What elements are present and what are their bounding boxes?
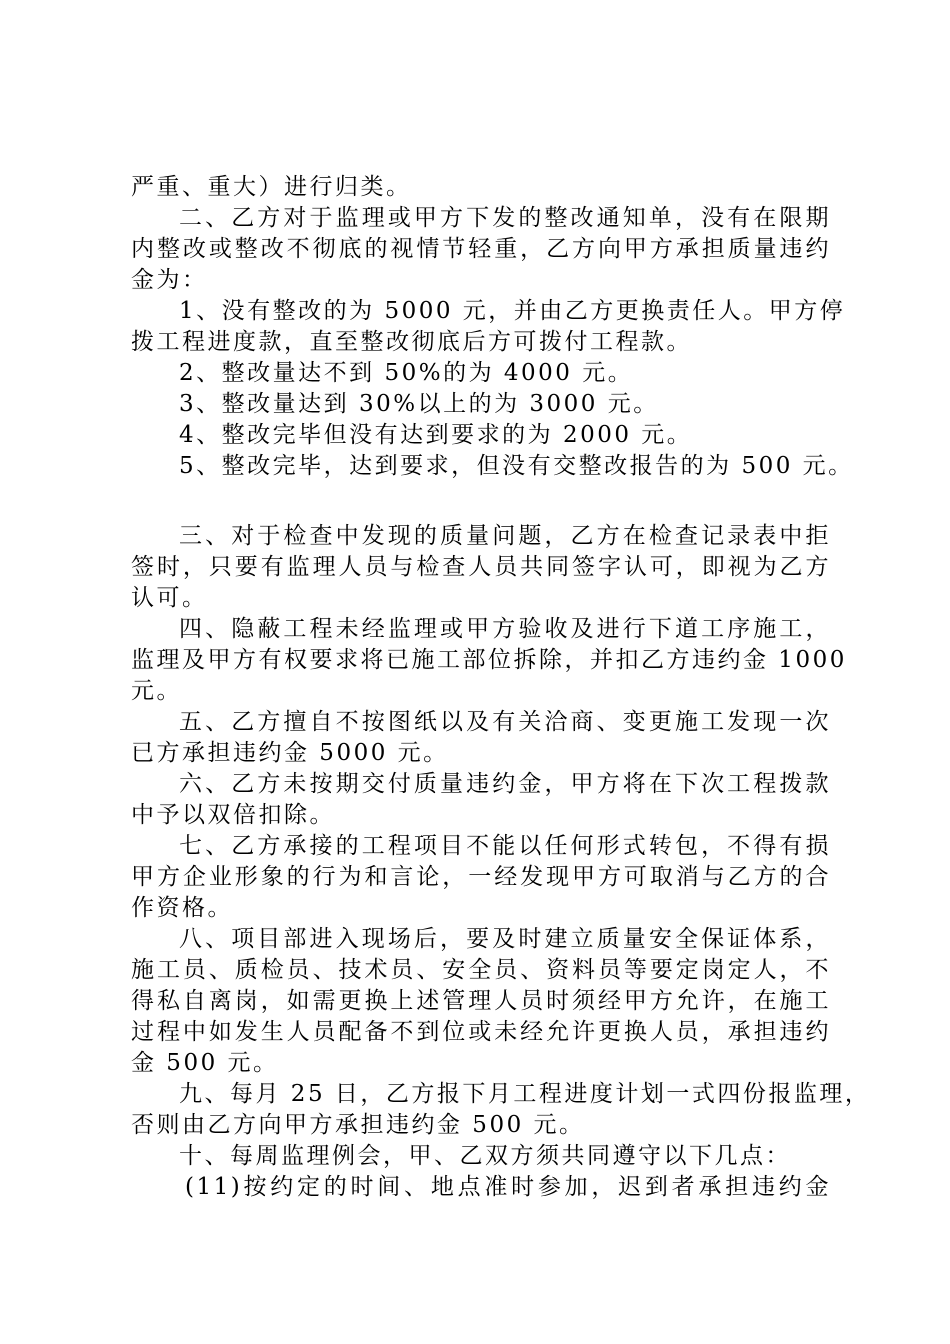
text-line: 七、乙方承接的工程项目不能以任何形式转包，不得有损 (179, 833, 831, 859)
text-line: 4、整改完毕但没有达到要求的为 2000 元。 (179, 422, 693, 448)
text-line: 甲方企业形象的行为和言论，一经发现甲方可取消与乙方的合 (131, 864, 831, 890)
text-line: 元。 (131, 678, 182, 704)
text-line: 二、乙方对于监理或甲方下发的整改通知单，没有在限期 (179, 205, 831, 231)
text-line: 5、整改完毕，达到要求，但没有交整改报告的为 500 元。 (179, 453, 854, 479)
text-line: 五、乙方擅自不按图纸以及有关洽商、变更施工发现一次 (179, 709, 831, 735)
text-line: 中予以双倍扣除。 (131, 802, 335, 828)
text-line: 监理及甲方有权要求将已施工部位拆除，并扣乙方违约金 1000 (131, 647, 847, 673)
text-line: 金 500 元。 (131, 1050, 279, 1076)
text-line: 过程中如发生人员配备不到位或未经允许更换人员，承担违约 (131, 1019, 831, 1045)
text-line: 三、对于检查中发现的质量问题，乙方在检查记录表中拒 (179, 523, 831, 549)
text-line: 已方承担违约金 5000 元。 (131, 740, 449, 766)
text-line: 金为： (131, 267, 208, 293)
text-line: 严重、重大）进行归类。 (131, 174, 412, 200)
text-line: 四、隐蔽工程未经监理或甲方验收及进行下道工序施工， (179, 616, 831, 642)
text-line: 2、整改量达不到 50%的为 4000 元。 (179, 360, 634, 386)
text-line: (11)按约定的时间、地点准时参加，迟到者承担违约金 (185, 1174, 831, 1200)
text-line: 内整改或整改不彻底的视情节轻重，乙方向甲方承担质量违约 (131, 236, 831, 262)
text-line: 3、整改量达到 30%以上的为 3000 元。 (179, 391, 659, 417)
text-line: 六、乙方未按期交付质量违约金，甲方将在下次工程拨款 (179, 771, 831, 797)
text-line: 作资格。 (131, 895, 233, 921)
text-line: 得私自离岗，如需更换上述管理人员时须经甲方允许，在施工 (131, 988, 831, 1014)
text-line: 施工员、质检员、技术员、安全员、资料员等要定岗定人，不 (131, 957, 831, 983)
text-line: 拨工程进度款，直至整改彻底后方可拨付工程款。 (131, 329, 692, 355)
text-line: 九、每月 25 日，乙方报下月工程进度计划一式四份报监理， (179, 1081, 871, 1107)
text-line: 否则由乙方向甲方承担违约金 500 元。 (131, 1112, 585, 1138)
document-body (131, 172, 871, 1203)
text-line: 八、项目部进入现场后，要及时建立质量安全保证体系， (179, 926, 831, 952)
text-line: 十、每周监理例会，甲、乙双方须共同遵守以下几点： (179, 1143, 791, 1169)
text-line: 签时，只要有监理人员与检查人员共同签字认可，即视为乙方 (131, 554, 831, 580)
text-line: 认可。 (131, 585, 208, 611)
text-line: 1、没有整改的为 5000 元，并由乙方更换责任人。甲方停 (179, 298, 846, 324)
